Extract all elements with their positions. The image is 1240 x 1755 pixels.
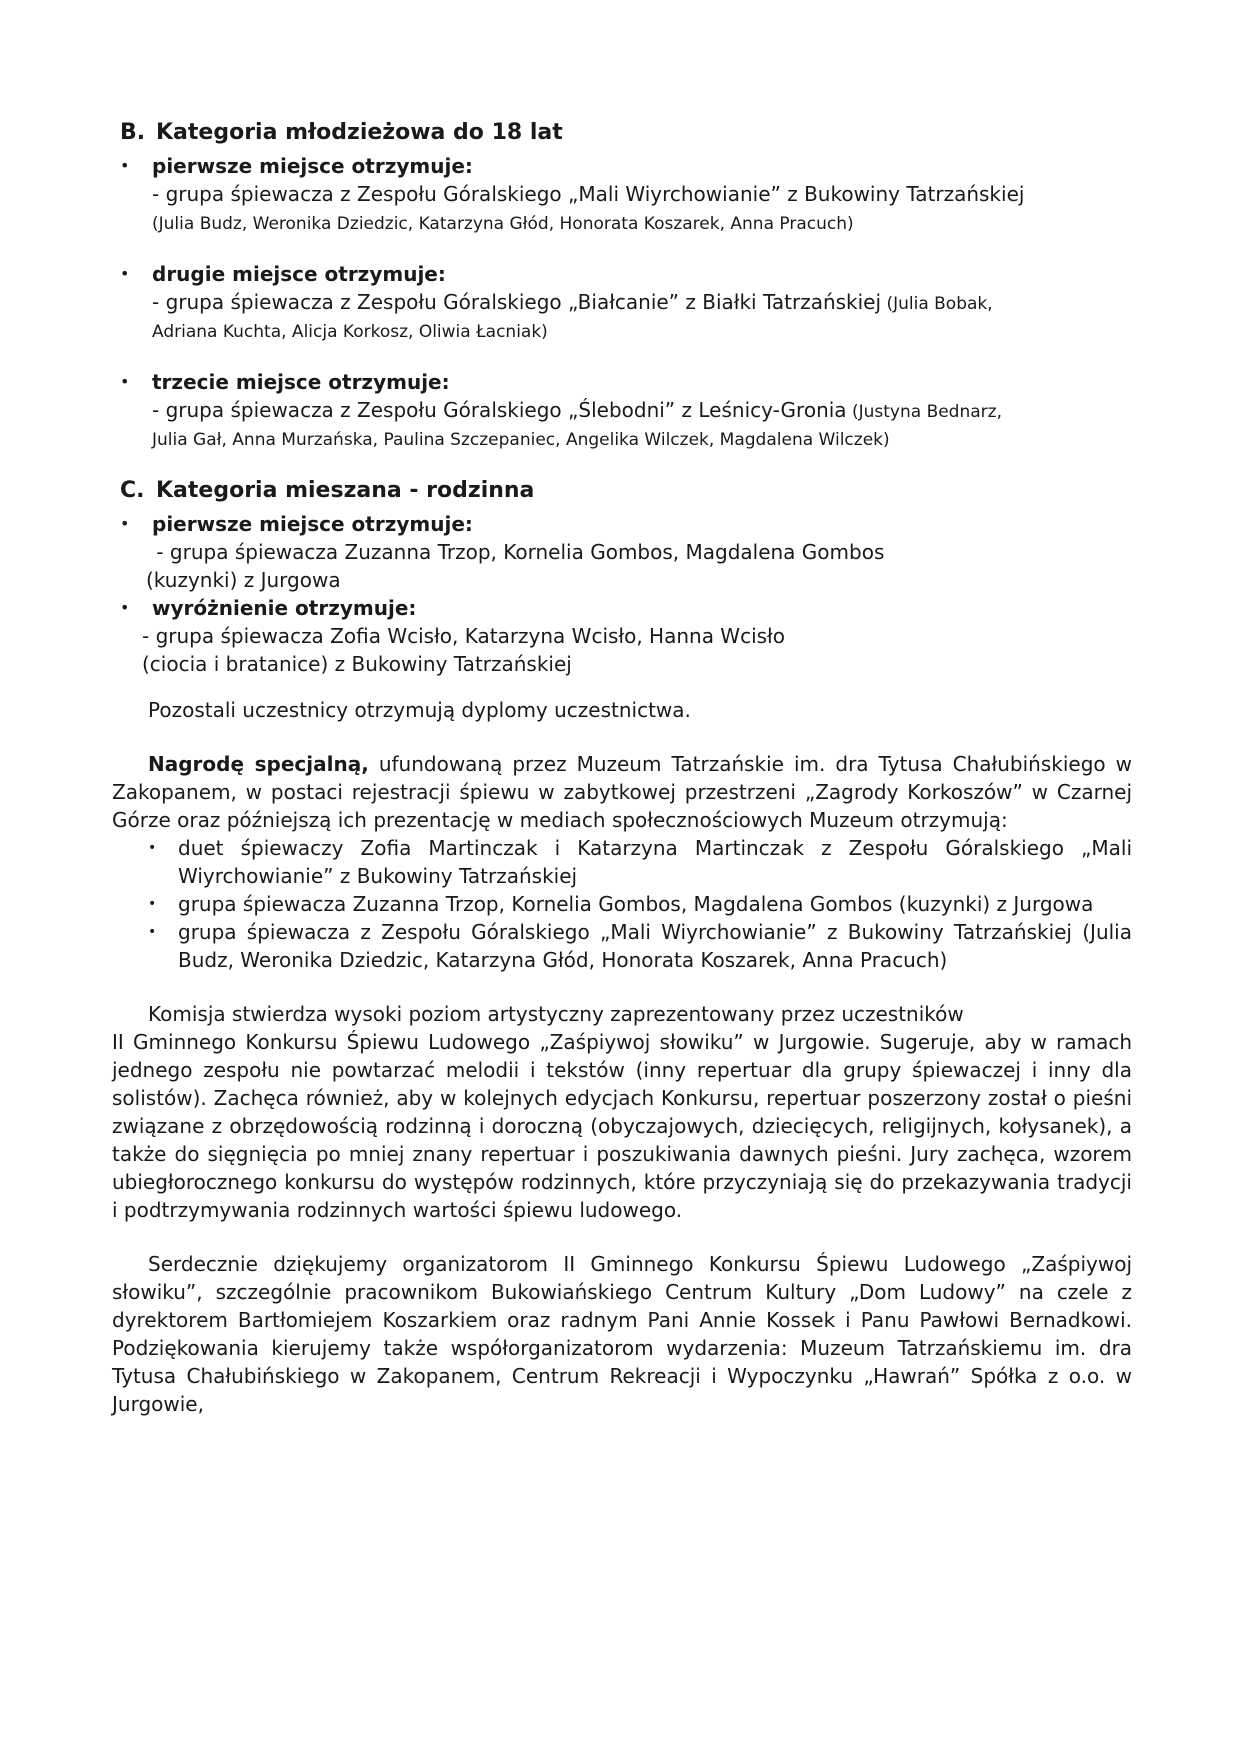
item-title: wyróżnienie otrzymuje: [152,596,417,620]
special-award-text: ufundowaną przez Muzeum Tatrzańskie im. dra Tytusa Chałubińskiego w Zakopanem, w postaci rejestracji śpiewu w zabytkowej przestrzeni „Zagrody Korkoszów” w Czarnej Górze oraz późniejszą ich prezentację w mediach społecznościowych Muzeum otrzymują: [112,752,1132,832]
item-line: - grupa śpiewacza Zuzanna Trzop, Kornelia Gombos, Magdalena Gombos [150,540,885,564]
item-title: pierwsze miejsce otrzymuje: [152,512,473,536]
commission-first-line: Komisja stwierdza wysoki poziom artystyczny zaprezentowany przez uczestników [148,1002,964,1026]
special-award-list [148,834,1132,974]
section-b-title: Kategoria młodzieżowa do 18 lat [156,120,563,145]
section-b-item-3 [120,368,1132,454]
thanks-paragraph: Serdecznie dziękujemy organizatorom II Gminnego Konkursu Śpiewu Ludowego „Zaśpiywoj słowiku”, szczególnie pracownikom Bukowiańskiego Centrum Kultury „Dom Ludowy” na czele z dyrektorem Bartłomiejem Koszarkiem oraz radnym Pani Annie Kossek i Panu Pawłowi Bernadkowi. Podziękowania kierujemy także współorganizatorom wydarzenia: Muzeum Tatrzańskiemu im. dra Tytusa Chałubińskiego w Zakopanem, Centrum Rekreacji i Wypoczynku „Hawrań” Spółka z o.o. w Jurgowie, [112,1252,1132,1416]
bullet-icon: • [120,598,130,617]
section-b-heading [120,118,1132,148]
list-item: • grupa śpiewacza z Zespołu Góralskiego „Mali Wiyrchowianie” z Bukowiny Tatrzańskiej (Julia Budz, Weronika Dziedzic, Katarzyna Głód, Honorata Koszarek, Anna Pracuch) [148,920,1132,972]
item-line: - grupa śpiewacza z Zespołu Góralskiego „Mali Wiyrchowianie” z Bukowiny Tatrzańskiej [152,182,1025,206]
item-title: trzecie miejsce otrzymuje: [152,370,450,394]
section-b-letter: B. [120,120,146,145]
item-names: (Julia Budz, Weronika Dziedzic, Katarzyna Głód, Honorata Koszarek, Anna Pracuch) [152,214,854,234]
item-line: - grupa śpiewacza z Zespołu Góralskiego „Białcanie” z Białki Tatrzańskiej (Julia Bobak, [152,290,993,314]
bullet-icon: • [148,896,157,912]
bullet-icon: • [148,840,157,856]
item-title: pierwsze miejsce otrzymuje: [152,154,473,178]
section-c-honor [120,594,1132,678]
item-line: (kuzynki) z Jurgowa [146,568,341,592]
bullet-icon: • [120,264,130,283]
section-c-first [120,510,1132,594]
list-item: • duet śpiewaczy Zofia Martinczak i Katarzyna Martinczak z Zespołu Góralskiego „Mali Wiyrchowianie” z Bukowiny Tatrzańskiej [148,836,1132,888]
item-title: drugie miejsce otrzymuje: [152,262,446,286]
special-award-paragraph [112,750,1132,834]
item-line: (ciocia i bratanice) z Bukowiny Tatrzańskiej [142,652,572,676]
list-item: • grupa śpiewacza Zuzanna Trzop, Kornelia Gombos, Magdalena Gombos (kuzynki) z Jurgowa [148,892,1094,916]
special-award-lead: Nagrodę specjalną, [148,752,369,776]
section-b-item-1 [120,152,1132,238]
commission-rest: II Gminnego Konkursu Śpiewu Ludowego „Zaśpiywoj słowiku” w Jurgowie. Sugeruje, aby w ramach jednego zespołu nie powtarzać melodii i tekstów (inny repertuar dla grupy śpiewaczej i inny dla solistów). Zachęca również, aby w kolejnych edycjach Konkursu, repertuar poszerzony został o pieśni związane z obrzędowością rodzinną i doroczną (obyczajowych, dziecięcych, religijnych, kołysanek), a także do sięgnięcia po mniej znany repertuar i poszukiwania dawnych pieśni. Jury zachęca, wzorem ubiegłorocznego konkursu do występów rodzinnych, które przyczyniają się do przekazywania tradycji i podtrzymywania rodzinnych wartości śpiewu ludowego. [112,1030,1132,1222]
commission-paragraph [112,1000,1132,1224]
bullet-icon: • [148,924,157,940]
item-names: Adriana Kuchta, Alicja Korkosz, Oliwia Łacniak) [152,322,548,342]
section-c-letter: C. [120,478,145,503]
item-line: - grupa śpiewacza z Zespołu Góralskiego „Ślebodni” z Leśnicy-Gronia (Justyna Bednarz, [152,398,1002,422]
item-names: Julia Gał, Anna Murzańska, Paulina Szczepaniec, Angelika Wilczek, Magdalena Wilczek) [152,430,890,450]
bullet-icon: • [120,372,130,391]
item-line: - grupa śpiewacza Zofia Wcisło, Katarzyna Wcisło, Hanna Wcisło [142,624,785,648]
remaining-participants: Pozostali uczestnicy otrzymują dyplomy uczestnictwa. [148,698,691,722]
section-b-item-2 [120,260,1132,346]
bullet-icon: • [120,514,130,533]
section-c-heading [120,476,1132,506]
section-c-title: Kategoria mieszana - rodzinna [156,478,535,503]
document-page [112,118,1132,1418]
bullet-icon: • [120,156,130,175]
